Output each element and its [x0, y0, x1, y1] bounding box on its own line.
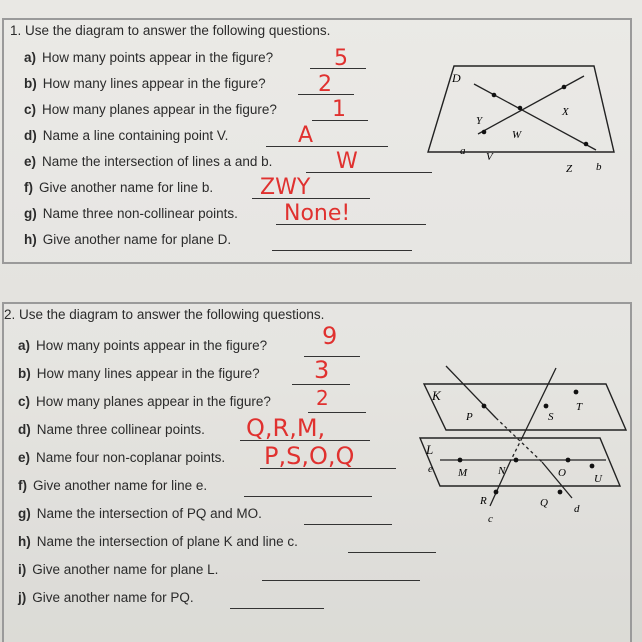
line-a [478, 76, 584, 134]
q1-answer-c: 1 [332, 97, 346, 122]
line-c-label: c [488, 513, 493, 525]
point-t-label: T [576, 401, 583, 413]
point-v [482, 130, 487, 135]
point-y-label: Y [476, 115, 483, 127]
line-b-label: b [596, 161, 602, 173]
q2-item-j [18, 590, 194, 605]
q2-item-e [18, 450, 225, 465]
q2-blank-a[interactable] [304, 356, 360, 357]
point-n [514, 458, 519, 463]
q2-item-f-label: f) [18, 478, 27, 493]
q1-item-e-label: e) [24, 154, 37, 169]
q2-item-a [18, 338, 267, 353]
question-2-panel [2, 302, 632, 642]
plane-k-label: K [432, 388, 441, 403]
q1-item-a [24, 50, 273, 65]
q2-item-g-text: Name the intersection of PQ and MO. [36, 506, 262, 521]
q2-answer-a: 9 [322, 322, 338, 350]
q1-item-h-text: Give another name for plane D. [42, 232, 232, 247]
q2-item-b-text: How many lines appear in the figure? [36, 366, 260, 381]
line-c-upper [522, 368, 556, 438]
q1-answer-e: W [336, 149, 358, 174]
plane-d-label: D [452, 71, 461, 85]
line-e-label: e [428, 463, 433, 475]
point-q-label: Q [540, 497, 548, 509]
q2-blank-g[interactable] [304, 524, 392, 525]
q2-item-g [18, 506, 262, 521]
q1-item-h [24, 232, 231, 247]
q1-item-h-label: h) [24, 232, 37, 247]
q2-blank-c[interactable] [308, 412, 366, 413]
q2-blank-f[interactable] [244, 496, 372, 497]
q2-blank-i[interactable] [262, 580, 420, 581]
q1-item-e [24, 154, 272, 169]
question-2-title: 2. Use the diagram to answer the following questions. [4, 307, 325, 322]
q1-item-g-label: g) [24, 206, 37, 221]
point-w [518, 106, 523, 111]
point-m [458, 458, 463, 463]
point-p-label: P [466, 411, 473, 423]
q2-item-h-text: Name the intersection of plane K and line c. [36, 534, 298, 549]
q1-answer-a: 5 [334, 46, 348, 71]
q1-item-a-text: How many points appear in the figure? [42, 50, 274, 65]
q2-item-h-label: h) [18, 534, 31, 549]
point-m-label: M [458, 467, 468, 479]
q1-item-c-label: c) [24, 102, 37, 117]
point-y [492, 93, 497, 98]
q1-item-g [24, 206, 238, 221]
q1-item-c-text: How many planes appear in the figure? [42, 102, 277, 117]
point-t [574, 390, 579, 395]
q1-item-a-label: a) [24, 50, 37, 65]
q2-item-d [18, 422, 205, 437]
q2-item-e-text: Name four non-coplanar points. [36, 450, 226, 465]
point-u-label: U [594, 473, 602, 485]
q2-item-i-label: i) [18, 562, 27, 577]
q1-answer-d: A [298, 123, 314, 148]
question-1-panel [2, 18, 632, 264]
q2-item-b [18, 366, 260, 381]
point-x-label: X [562, 106, 569, 118]
q2-item-a-text: How many points appear in the figure? [36, 338, 268, 353]
point-z [584, 142, 589, 147]
point-o [566, 458, 571, 463]
point-r [494, 490, 499, 495]
q1-item-c [24, 102, 277, 117]
q2-answer-c: 2 [316, 386, 329, 410]
q1-item-d [24, 128, 228, 143]
q1-item-e-text: Name the intersection of lines a and b. [42, 154, 273, 169]
q2-item-b-label: b) [18, 366, 31, 381]
q2-blank-b[interactable] [292, 384, 350, 385]
plane-l-label: L [426, 442, 434, 457]
q1-item-f-label: f) [24, 180, 33, 195]
q2-diagram [416, 356, 630, 532]
point-o-label: O [558, 467, 566, 479]
q1-diagram [424, 62, 630, 175]
q2-item-f [18, 478, 207, 493]
q1-blank-h[interactable] [272, 250, 412, 251]
point-v-label: V [486, 151, 493, 163]
question-1-title: 1. Use the diagram to answer the following questions. [10, 23, 331, 38]
q2-item-h [18, 534, 298, 549]
q2-item-a-label: a) [18, 338, 31, 353]
q2-item-i-text: Give another name for plane L. [32, 562, 219, 577]
q2-item-e-label: e) [18, 450, 31, 465]
q1-item-d-text: Name a line containing point V. [42, 128, 229, 143]
line-d-label: d [574, 503, 580, 515]
point-p [482, 404, 487, 409]
q1-item-b-label: b) [24, 76, 37, 91]
line-pq-hidden [496, 418, 542, 462]
q2-item-c-text: How many planes appear in the figure? [36, 394, 271, 409]
point-u [590, 464, 595, 469]
q2-item-d-label: d) [18, 422, 31, 437]
q2-item-j-label: j) [18, 590, 27, 605]
q2-item-f-text: Give another name for line e. [33, 478, 208, 493]
point-z-label: Z [566, 163, 573, 175]
line-a-label: a [460, 145, 466, 157]
q2-blank-j[interactable] [230, 608, 324, 609]
q2-item-c-label: c) [18, 394, 31, 409]
q1-blank-d[interactable] [266, 146, 388, 147]
q1-answer-g: None! [284, 201, 351, 226]
q2-item-c [18, 394, 271, 409]
q2-answer-e: P,S,O,Q [264, 442, 355, 470]
q1-item-g-text: Name three non-collinear points. [42, 206, 238, 221]
point-x [562, 85, 567, 90]
q2-item-i [18, 562, 218, 577]
q2-answer-b: 3 [314, 356, 330, 384]
point-s [544, 404, 549, 409]
plane-l-shape [420, 438, 620, 486]
plane-k-shape [424, 384, 626, 430]
q2-answer-d: Q,R,M, [246, 414, 326, 442]
q1-item-b-text: How many lines appear in the figure? [42, 76, 266, 91]
q1-answer-f: ZWY [260, 175, 311, 200]
q2-blank-h[interactable] [348, 552, 436, 553]
q1-blank-e[interactable] [306, 172, 432, 173]
q2-item-j-text: Give another name for PQ. [32, 590, 194, 605]
line-pq-lower [542, 462, 572, 498]
point-r-label: R [480, 495, 487, 507]
q1-item-f [24, 180, 213, 195]
q1-item-d-label: d) [24, 128, 37, 143]
q2-item-d-text: Name three collinear points. [36, 422, 205, 437]
point-w-label: W [512, 129, 522, 141]
point-s-label: S [548, 411, 554, 423]
point-q [558, 490, 563, 495]
q2-item-g-label: g) [18, 506, 31, 521]
point-n-label: N [498, 465, 506, 477]
q1-item-f-text: Give another name for line b. [39, 180, 214, 195]
q1-item-b [24, 76, 266, 91]
q1-answer-b: 2 [318, 72, 332, 97]
